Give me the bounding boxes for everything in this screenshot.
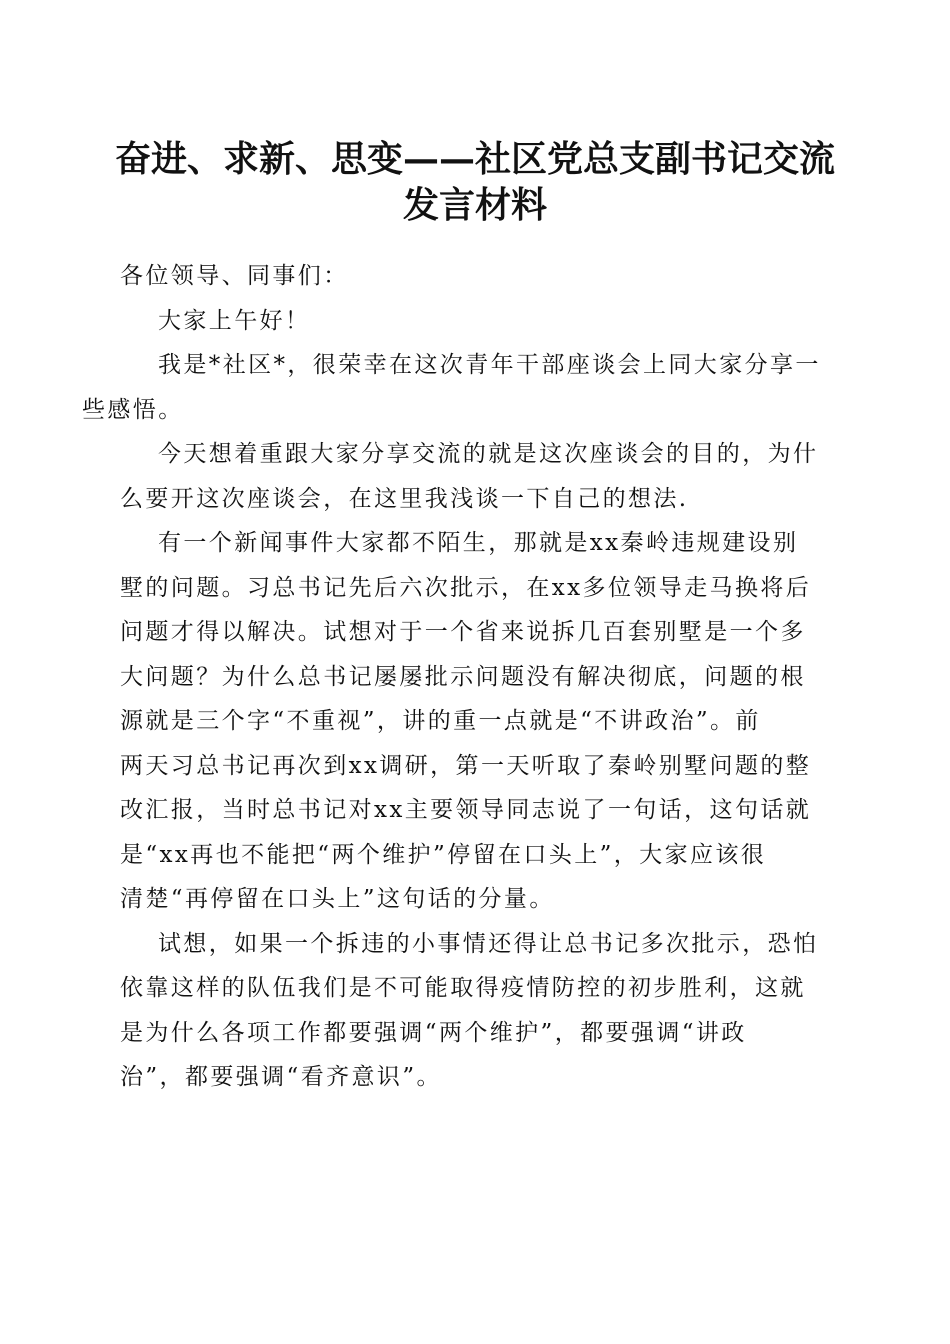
paragraph-line: 依靠这样的队伍我们是不可能取得疫情防控的初步胜利，这就 bbox=[120, 975, 806, 1001]
title-line-1: 奋进、求新、思变——社区党总支副书记交流 bbox=[114, 138, 835, 180]
paragraph-line: 大问题？为什么总书记屡屡批示问题没有解决彻底，问题的根 bbox=[120, 663, 806, 690]
paragraph-greeting bbox=[120, 299, 825, 344]
paragraph-line: 清楚“再停留在口头上”这句话的分量。 bbox=[120, 886, 555, 912]
paragraph-line: 改汇报，当时总书记对xx主要领导同志说了一句话，这句话就 bbox=[120, 797, 812, 823]
paragraph-line: 两天习总书记再次到xx调研，第一天听取了秦岭别墅问题的整 bbox=[120, 752, 812, 779]
paragraph-line: 治”，都要强调“看齐意识”。 bbox=[120, 1064, 442, 1090]
paragraph-line: 问题才得以解决。试想对于一个省来说拆几百套别墅是一个多 bbox=[120, 619, 806, 645]
paragraph-line: 么要开这次座谈会，在这里我浅谈一下自己的想法. bbox=[120, 485, 689, 512]
paragraph-line: 些感悟。 bbox=[82, 396, 184, 423]
paragraph-conclusion bbox=[120, 922, 825, 1100]
title-line-2: 发言材料 bbox=[402, 184, 547, 226]
paragraph-line: 今天想着重跟大家分享交流的就是这次座谈会的目的，为什 bbox=[158, 441, 819, 467]
salutation-line: 各位领导、同事们： bbox=[120, 263, 349, 289]
paragraph-news-event bbox=[120, 521, 825, 922]
paragraph-line: 墅的问题。习总书记先后六次批示，在xx多位领导走马换将后 bbox=[120, 574, 812, 601]
paragraph-purpose bbox=[120, 432, 825, 521]
paragraph-line: 我是*社区*，很荣幸在这次青年干部座谈会上同大家分享一 bbox=[158, 352, 821, 378]
paragraph-line: 试想，如果一个拆违的小事情还得让总书记多次批示，恐怕 bbox=[158, 930, 819, 957]
document-body bbox=[82, 254, 825, 1100]
paragraph-line: 是“xx再也不能把“两个维护”停留在口头上”，大家应该很 bbox=[120, 841, 767, 868]
paragraph-line: 有一个新闻事件大家都不陌生，那就是xx秦岭违规建设别 bbox=[158, 530, 799, 556]
paragraph-introduction bbox=[82, 343, 825, 432]
paragraph-line: 是为什么各项工作都要强调“两个维护”，都要强调“讲政 bbox=[120, 1019, 747, 1046]
paragraph-line: 大家上午好！ bbox=[158, 307, 311, 334]
paragraph-line: 源就是三个字“不重视”，讲的重一点就是“不讲政治”。前 bbox=[120, 708, 761, 734]
document-title bbox=[110, 136, 840, 228]
salutation bbox=[120, 254, 825, 299]
